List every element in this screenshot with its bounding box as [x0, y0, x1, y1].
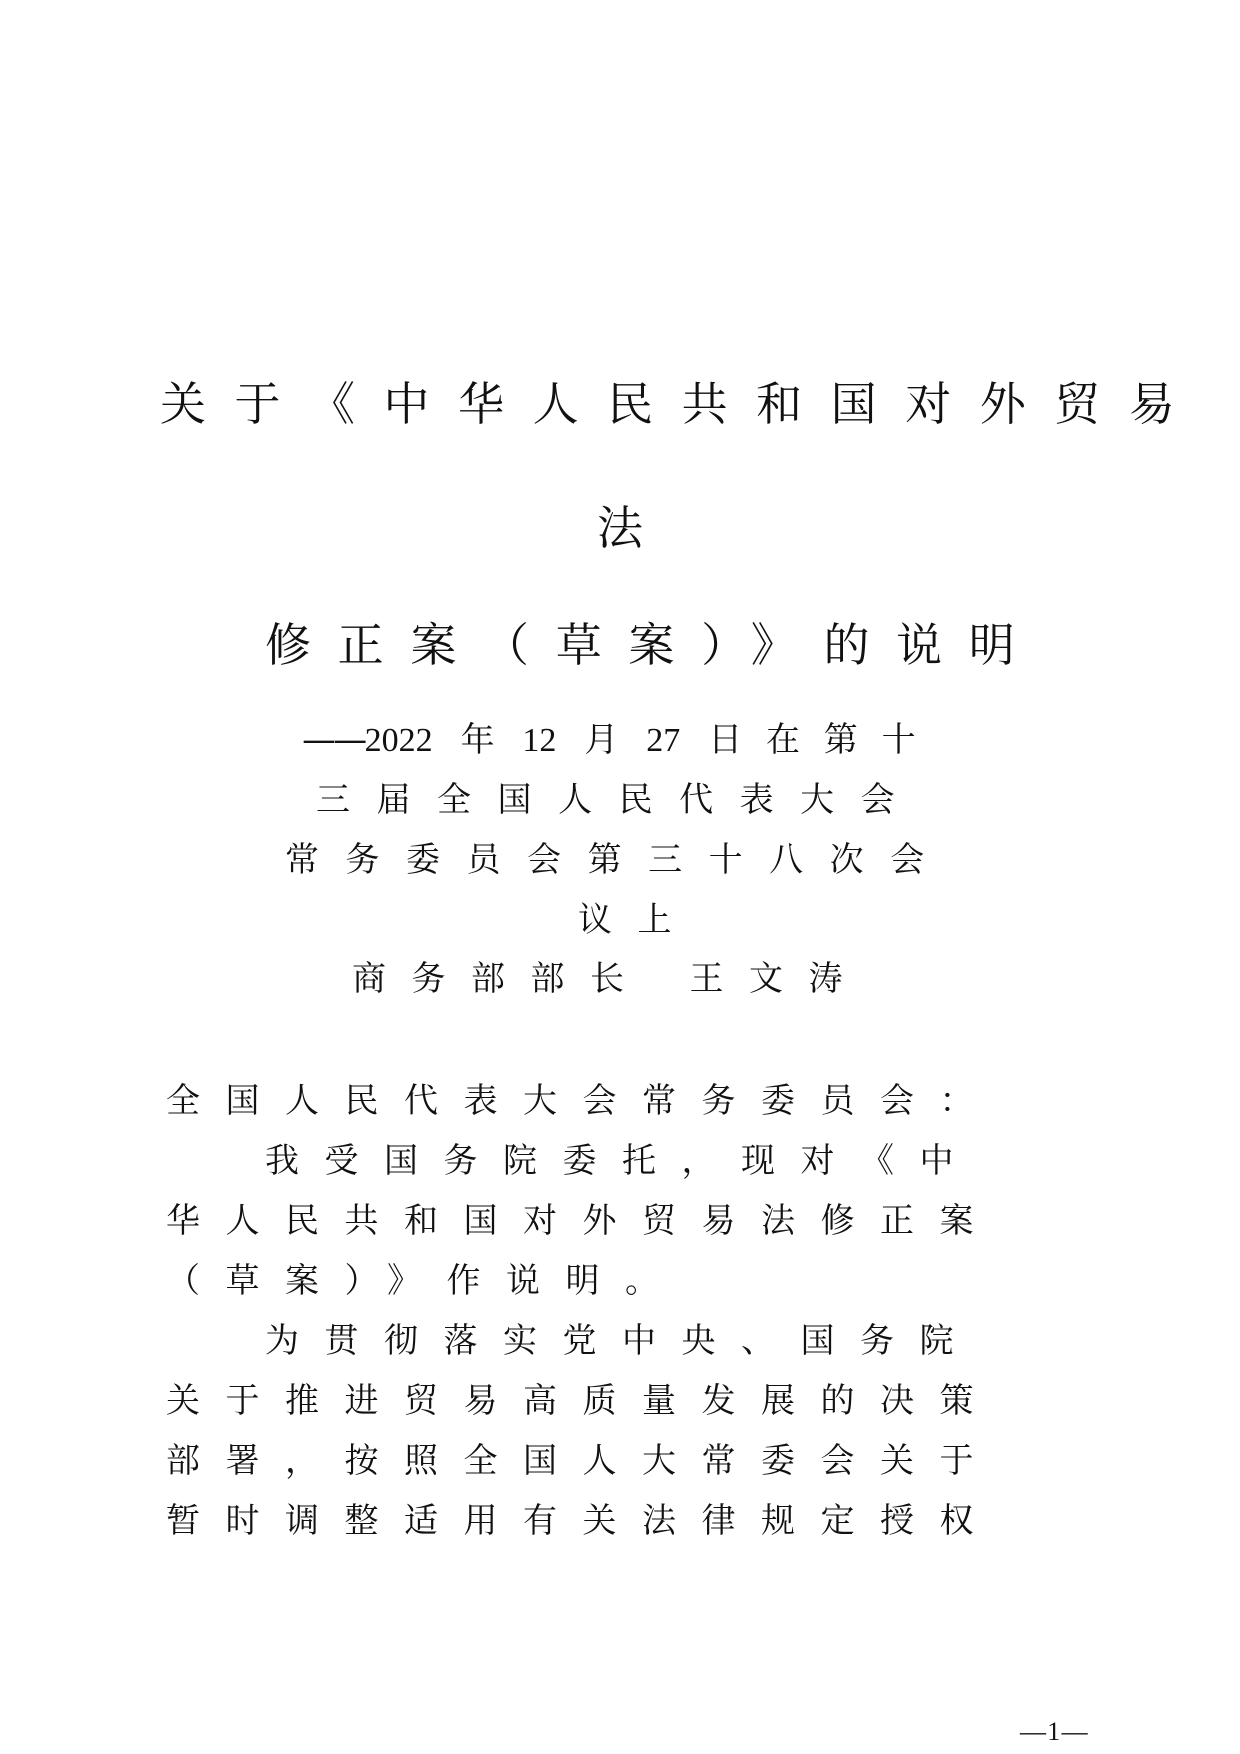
subtitle-month: 12: [522, 722, 557, 759]
subtitle-day-tail: 日在第十: [708, 720, 940, 760]
paragraph-2-line-3: 部署，按照全国人大常委会关于: [166, 1441, 999, 1481]
subtitle-dash: ——: [302, 720, 365, 760]
subtitle-day: 27: [646, 722, 681, 759]
speaker-line: [352, 959, 868, 999]
salutation: 全国人民代表大会常务委员会：: [166, 1081, 999, 1121]
document-title-line-2: 法: [597, 501, 643, 555]
subtitle-line-3: 常务委员会第三十八次会: [285, 840, 951, 880]
document-title-line-1: 关于《中华人民共和国对外贸易: [160, 377, 1204, 431]
subtitle-month-char: 月: [584, 720, 643, 760]
page-number: —1—: [1020, 1717, 1089, 1746]
paragraph-2-line-4: 暂时调整适用有关法律规定授权: [166, 1501, 999, 1541]
subtitle-line-2: 三届全国人民代表大会: [316, 780, 922, 820]
speaker-name: 王文涛: [689, 959, 868, 999]
subtitle-year: 2022: [364, 722, 433, 759]
paragraph-1-line-1: 我受国务院委托，现对《中: [265, 1141, 979, 1181]
subtitle-date-line: [302, 720, 940, 760]
subtitle-line-4: 议上: [578, 900, 697, 940]
paragraph-2-line-1: 为贯彻落实党中央、国务院: [265, 1321, 979, 1361]
document-title-line-3: 修正案（草案）》的说明: [265, 618, 1042, 672]
subtitle-year-char: 年: [460, 720, 519, 760]
paragraph-2-line-2: 关于推进贸易高质量发展的决策: [166, 1381, 999, 1421]
paragraph-1-line-2: 华人民共和国对外贸易法修正案: [166, 1201, 999, 1241]
speaker-title: 商务部部长: [352, 959, 650, 999]
paragraph-1-line-3: （草案）》作说明。: [166, 1261, 685, 1301]
